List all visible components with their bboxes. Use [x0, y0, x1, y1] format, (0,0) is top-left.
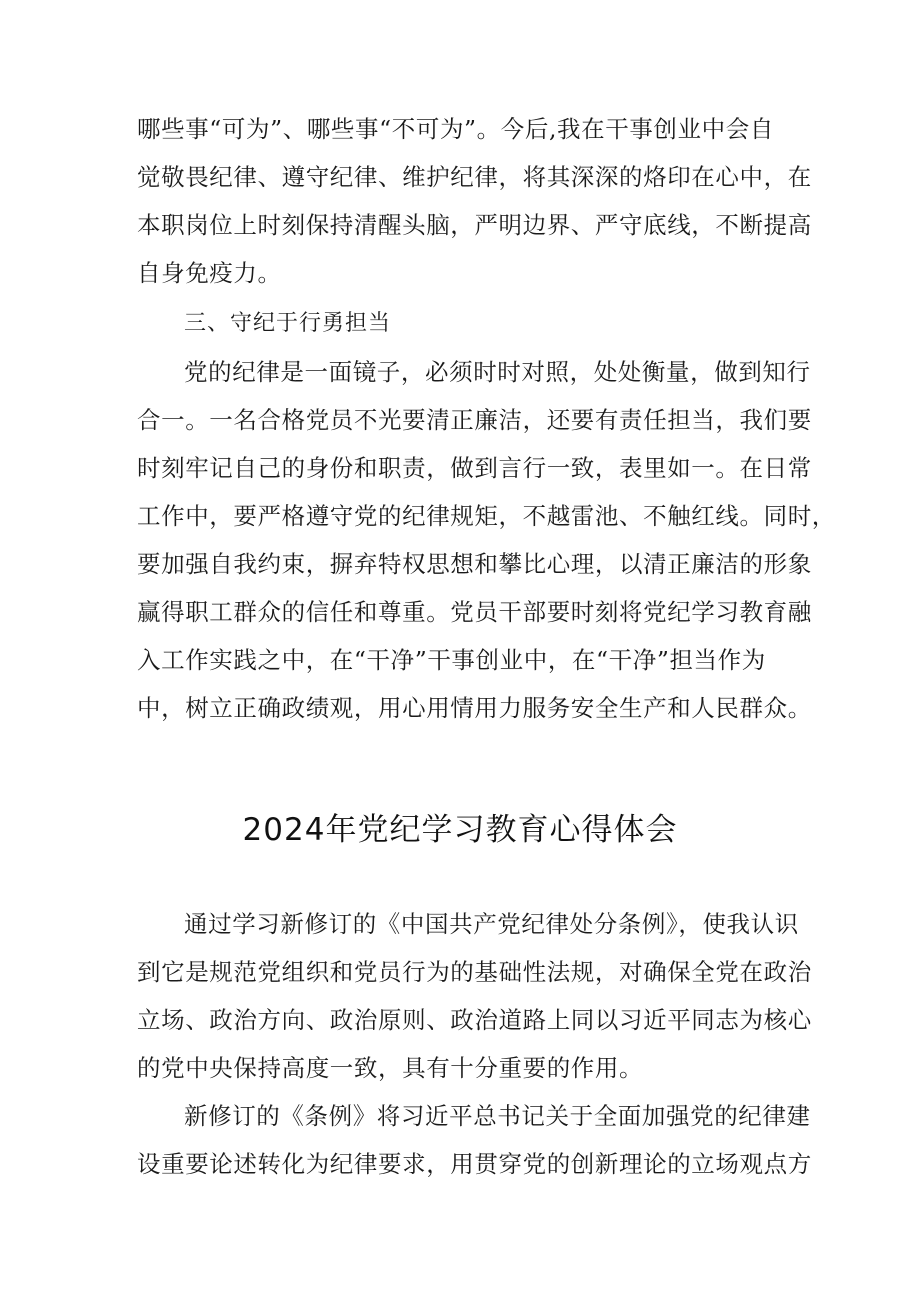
paragraph-continuation [137, 105, 812, 297]
text-line: 入工作实践之中，在“干净”干事创业中，在“干净”担当作为 [137, 646, 766, 674]
text-line: 工作中，要严格遵守党的纪律规矩，不越雷池、不触红线。同时， [137, 502, 836, 530]
text-line: 设重要论述转化为纪律要求，用贯穿党的创新理论的立场观点方 [137, 1150, 812, 1178]
text-line: 立场、政治方向、政治原则、政治道路上同以习近平同志为核心 [137, 1006, 812, 1034]
text-line: 合一。一名合格党员不光要清正廉洁，还要有责任担当，我们要 [137, 406, 812, 434]
text-line: 中，树立正确政绩观，用心用情用力服务安全生产和人民群众。 [137, 694, 812, 722]
text-line: 自身免疫力。 [137, 259, 282, 287]
text-line: 觉敬畏纪律、遵守纪律、维护纪律，将其深深的烙印在心中，在 [137, 163, 812, 191]
text-line: 时刻牢记自己的身份和职责，做到言行一致，表里如一。在日常 [137, 454, 812, 482]
text-line: 本职岗位上时刻保持清醒头脑，严明边界、严守底线，不断提高 [137, 211, 812, 239]
text-line: 新修订的《条例》将习近平总书记关于全面加强党的纪律建 [184, 1102, 811, 1130]
text-line: 的党中央保持高度一致，具有十分重要的作用。 [137, 1054, 644, 1082]
text-line: 党的纪律是一面镜子，必须时时对照，处处衡量，做到知行 [184, 358, 811, 386]
document-title: 2024年党纪学习教育心得体会 [242, 812, 678, 848]
section-heading: 三、守纪于行勇担当 [184, 311, 392, 336]
paragraph-intro [137, 900, 812, 1092]
text-line: 哪些事“可为”、哪些事“不可为”。今后,我在干事创业中会自 [137, 115, 774, 143]
text-line: 到它是规范党组织和党员行为的基础性法规，对确保全党在政治 [137, 958, 812, 986]
text-line: 要加强自我约束，摒弃特权思想和攀比心理，以清正廉洁的形象 [137, 550, 812, 578]
section-three [137, 300, 836, 732]
text-line: 赢得职工群众的信任和尊重。党员干部要时刻将党纪学习教育融 [137, 598, 812, 626]
text-line: 通过学习新修订的《中国共产党纪律处分条例》，使我认识 [184, 910, 799, 938]
paragraph-regulations [137, 1092, 812, 1188]
